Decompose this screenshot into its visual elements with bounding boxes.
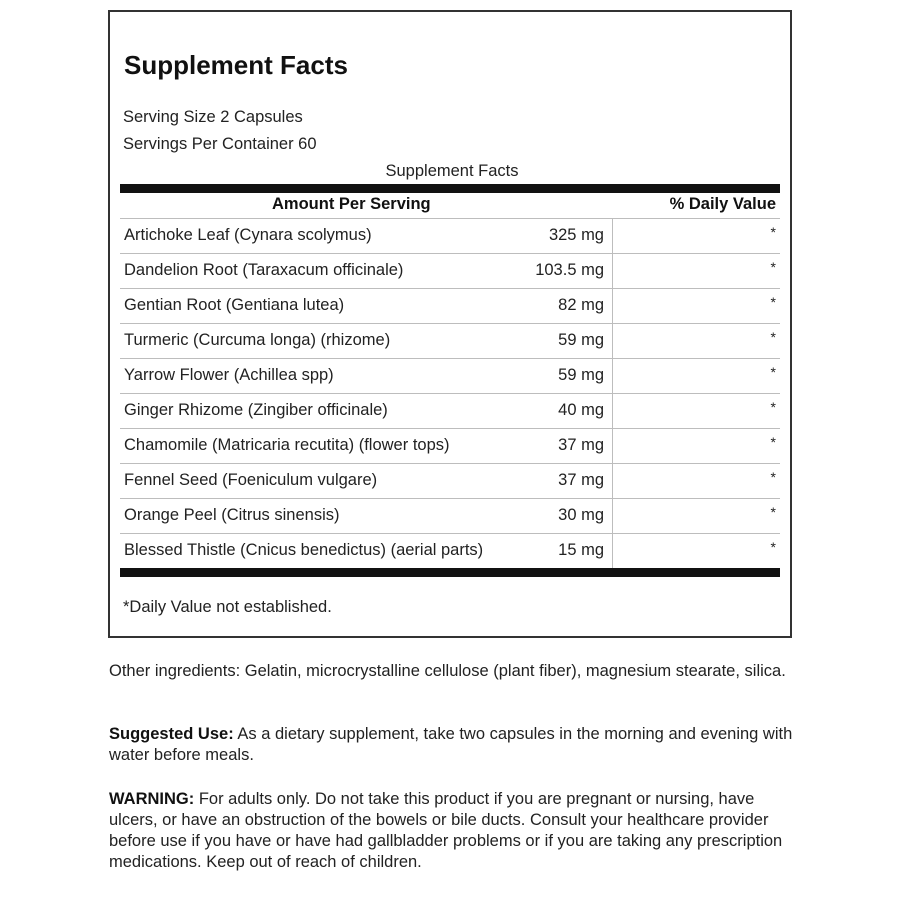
- header-daily-value: % Daily Value: [669, 195, 776, 213]
- ingredient-name: Ginger Rhizome (Zingiber officinale): [124, 401, 388, 419]
- servings-per-container: Servings Per Container 60: [123, 135, 317, 153]
- ingredient-dv: *: [770, 539, 776, 555]
- serving-size: Serving Size 2 Capsules: [123, 108, 303, 126]
- ingredient-name: Gentian Root (Gentiana lutea): [124, 296, 345, 314]
- warning: [109, 789, 799, 873]
- daily-value-footnote: *Daily Value not established.: [123, 598, 332, 616]
- ingredient-name: Turmeric (Curcuma longa) (rhizome): [124, 331, 391, 349]
- ingredient-amount: 59 mg: [558, 366, 604, 384]
- ingredient-name: Blessed Thistle (Cnicus benedictus) (aerial parts): [124, 541, 484, 559]
- table-row: [120, 463, 780, 498]
- ingredient-dv: *: [770, 504, 776, 520]
- ingredient-name: Orange Peel (Citrus sinensis): [124, 506, 340, 524]
- ingredient-dv: *: [770, 469, 776, 485]
- ingredient-dv: *: [770, 434, 776, 450]
- ingredient-dv: *: [770, 224, 776, 240]
- suggested-use: [109, 724, 799, 766]
- suggested-use-text: As a dietary supplement, take two capsules in the morning and evening with water before meals.: [109, 725, 793, 764]
- ingredient-name: Fennel Seed (Foeniculum vulgare): [124, 471, 378, 489]
- suggested-use-label: Suggested Use:: [109, 725, 234, 743]
- table-row: [120, 393, 780, 428]
- table-row: [120, 533, 780, 568]
- ingredient-amount: 40 mg: [558, 401, 604, 419]
- ingredient-dv: *: [770, 259, 776, 275]
- table-row: [120, 428, 780, 463]
- ingredient-name: Yarrow Flower (Achillea spp): [124, 366, 334, 384]
- ingredient-name: Artichoke Leaf (Cynara scolymus): [124, 226, 372, 244]
- bottom-bar: [120, 568, 780, 577]
- table-header: [120, 194, 780, 218]
- table-row: [120, 218, 780, 253]
- ingredient-dv: *: [770, 364, 776, 380]
- ingredient-amount: 325 mg: [548, 226, 604, 244]
- table-row: [120, 358, 780, 393]
- ingredient-dv: *: [770, 399, 776, 415]
- table-row: [120, 498, 780, 533]
- top-bar: [120, 184, 780, 193]
- ingredient-dv: *: [770, 329, 776, 345]
- ingredient-amount: 37 mg: [558, 436, 604, 454]
- warning-label: WARNING:: [109, 790, 195, 808]
- ingredient-name: Chamomile (Matricaria recutita) (flower tops): [124, 436, 450, 454]
- supplement-facts-panel: [108, 10, 792, 638]
- ingredient-amount: 37 mg: [558, 471, 604, 489]
- ingredient-dv: *: [770, 294, 776, 310]
- ingredient-amount: 30 mg: [558, 506, 604, 524]
- ingredient-name: Dandelion Root (Taraxacum officinale): [124, 261, 404, 279]
- header-amount: Amount Per Serving: [272, 195, 431, 213]
- warning-text: For adults only. Do not take this product if you are pregnant or nursing, have ulcers, or have an obstruction of the bowels or bile ducts. Consult your healthcare provider before use if you have or have had gallbladder problems or if you are taking any prescription medications. Keep out of reach of children.: [109, 790, 783, 871]
- table-row: [120, 323, 780, 358]
- table-row: [120, 253, 780, 288]
- panel-title: Supplement Facts: [124, 50, 348, 80]
- ingredient-amount: 59 mg: [558, 331, 604, 349]
- ingredient-amount: 15 mg: [558, 541, 604, 559]
- ingredient-amount: 103.5 mg: [535, 261, 604, 279]
- other-ingredients: Other ingredients: Gelatin, microcrystalline cellulose (plant fiber), magnesium stearate, silica.: [109, 662, 786, 680]
- table-row: [120, 288, 780, 323]
- ingredient-amount: 82 mg: [558, 296, 604, 314]
- table-caption: Supplement Facts: [385, 162, 519, 180]
